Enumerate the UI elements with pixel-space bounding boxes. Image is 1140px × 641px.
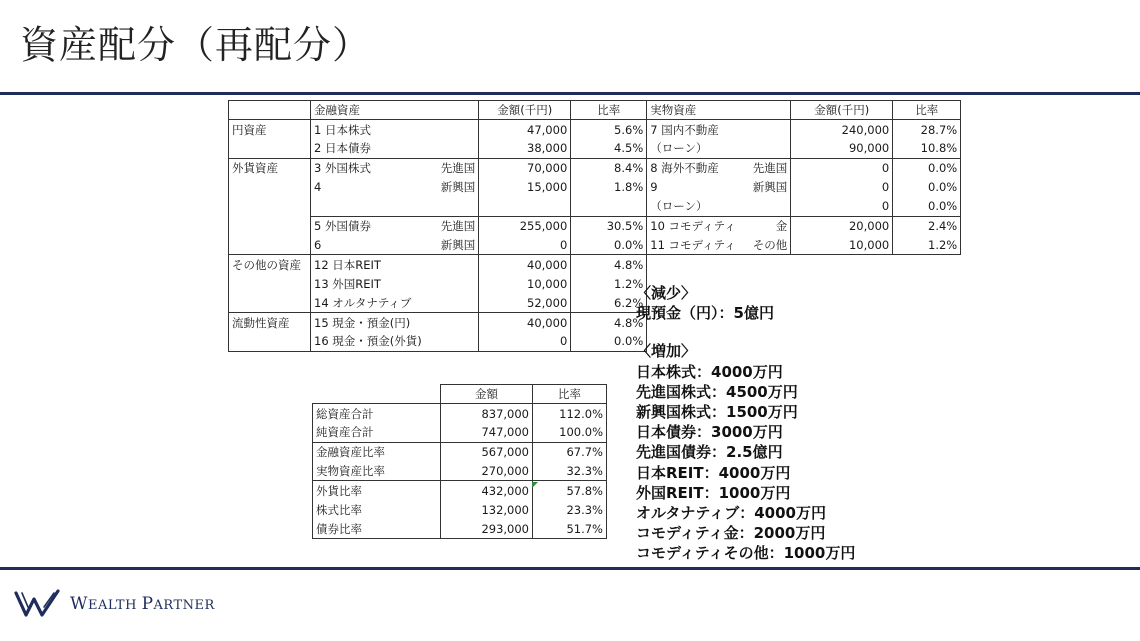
table-cell bbox=[229, 332, 311, 351]
table-cell: 28.7% bbox=[893, 120, 961, 139]
table-cell: 15 現金・預金(円) bbox=[311, 313, 425, 332]
table-cell: 47,000 bbox=[479, 120, 571, 139]
header-cell: 比率 bbox=[571, 101, 647, 120]
summary-header-cell: 比率 bbox=[533, 385, 607, 404]
summary-cell: 837,000 bbox=[441, 404, 533, 423]
table-cell: 1.2% bbox=[571, 274, 647, 293]
table-cell: 0.0% bbox=[893, 158, 961, 177]
table-cell: 1.2% bbox=[893, 236, 961, 255]
table-cell bbox=[425, 293, 479, 312]
summary-cell: 67.7% bbox=[533, 442, 607, 461]
summary-row bbox=[313, 481, 607, 500]
summary-cell: 純資産合計 bbox=[313, 423, 441, 442]
table-cell: 40,000 bbox=[479, 313, 571, 332]
increase-item: 新興国株式：1500万円 bbox=[636, 403, 798, 422]
table-cell: 先進国 bbox=[425, 158, 479, 177]
table-cell bbox=[425, 255, 479, 274]
header-divider bbox=[0, 92, 1140, 95]
table-cell bbox=[425, 274, 479, 293]
table-cell bbox=[229, 293, 311, 312]
increase-heading: 〈増加〉 bbox=[636, 342, 697, 361]
table-cell: 255,000 bbox=[479, 216, 571, 235]
increase-item: 日本株式：4000万円 bbox=[636, 362, 783, 381]
table-row bbox=[229, 216, 961, 235]
summary-cell: 51.7% bbox=[533, 520, 607, 539]
table-cell bbox=[229, 274, 311, 293]
page-title: 資産配分（再配分） bbox=[20, 23, 372, 67]
wealth-partner-w-logo-icon bbox=[14, 589, 62, 619]
table-cell: 1.8% bbox=[571, 178, 647, 197]
table-cell: 30.5% bbox=[571, 216, 647, 235]
table-cell: 6.2% bbox=[571, 293, 647, 312]
table-cell: 9 bbox=[650, 180, 658, 195]
header-cell: 比率 bbox=[893, 101, 961, 120]
table-cell bbox=[739, 120, 791, 139]
summary-cell: 金融資産比率 bbox=[313, 442, 441, 461]
summary-cell: 270,000 bbox=[441, 462, 533, 481]
table-cell: 10,000 bbox=[791, 236, 893, 255]
summary-row bbox=[313, 520, 607, 539]
table-cell: 新興国 bbox=[425, 236, 479, 255]
table-cell: 16 現金・預金(外貨) bbox=[311, 332, 425, 351]
table-cell bbox=[229, 178, 311, 197]
increase-item: 日本REIT：4000万円 bbox=[636, 463, 791, 482]
table-cell: 5.6% bbox=[571, 120, 647, 139]
summary-row bbox=[313, 462, 607, 481]
table-cell bbox=[311, 197, 425, 216]
table-cell: 38,000 bbox=[479, 139, 571, 158]
table-cell: 7 国内不動産 bbox=[647, 120, 739, 139]
table-cell: 12 日本REIT bbox=[311, 255, 425, 274]
company-name: WEALTH PARTNER bbox=[70, 594, 215, 614]
header-cell: 金融資産 bbox=[311, 101, 425, 120]
table-cell bbox=[739, 139, 791, 158]
table-cell: 2.4% bbox=[893, 216, 961, 235]
summary-cell: 総資産合計 bbox=[313, 404, 441, 423]
table-cell bbox=[425, 332, 479, 351]
table-cell: その他の資産 bbox=[229, 255, 311, 274]
footer-divider bbox=[0, 567, 1140, 570]
table-cell: 流動性資産 bbox=[229, 313, 311, 332]
table-row bbox=[229, 178, 961, 197]
summary-cell: 747,000 bbox=[441, 423, 533, 442]
header-cell: 金額(千円) bbox=[479, 101, 571, 120]
summary-row bbox=[313, 442, 607, 461]
table-cell: 金 bbox=[739, 216, 791, 235]
summary-header-cell: 金額 bbox=[441, 385, 533, 404]
increase-item: オルタナティブ：4000万円 bbox=[636, 504, 826, 523]
summary-row bbox=[313, 404, 607, 423]
summary-cell: 債券比率 bbox=[313, 520, 441, 539]
table-cell: 8 海外不動産 bbox=[647, 158, 739, 177]
table-cell: 11 コモディティ bbox=[647, 236, 739, 255]
table-cell bbox=[893, 332, 961, 351]
table-cell: 外貨資産 bbox=[229, 158, 311, 177]
table-cell: 0.0% bbox=[893, 178, 961, 197]
summary-cell: 432,000 bbox=[441, 481, 533, 500]
table-cell: 0 bbox=[479, 236, 571, 255]
summary-header-row bbox=[313, 385, 607, 404]
table-cell bbox=[425, 139, 479, 158]
table-cell: 13 外国REIT bbox=[314, 276, 381, 291]
table-cell: 8.4% bbox=[571, 158, 647, 177]
increase-item: 先進国債券：2.5億円 bbox=[636, 443, 783, 462]
increase-item: 外国REIT：1000万円 bbox=[636, 483, 791, 502]
header-cell: 実物資産 bbox=[647, 101, 739, 120]
table-cell: （ローン） bbox=[650, 199, 708, 214]
table-cell: （ローン） bbox=[650, 141, 708, 156]
summary-cell: 実物資産比率 bbox=[313, 462, 441, 481]
table-cell bbox=[791, 255, 893, 274]
summary-cell: 132,000 bbox=[441, 500, 533, 519]
increase-item: コモディティその他：1000万円 bbox=[636, 544, 856, 563]
increase-item: 日本債券：3000万円 bbox=[636, 423, 783, 442]
table-cell bbox=[647, 255, 739, 274]
decrease-heading: 〈減少〉 bbox=[636, 284, 697, 302]
table-row bbox=[229, 120, 961, 139]
table-cell bbox=[229, 216, 311, 235]
table-cell: 先進国 bbox=[739, 158, 791, 177]
table-cell: その他 bbox=[739, 236, 791, 255]
header-cell bbox=[425, 101, 479, 120]
summary-row bbox=[313, 500, 607, 519]
table-cell: 10 コモディティ bbox=[647, 216, 739, 235]
table-cell: 20,000 bbox=[791, 216, 893, 235]
increase-item: 先進国株式：4500万円 bbox=[636, 382, 798, 401]
table-cell: 40,000 bbox=[479, 255, 571, 274]
summary-cell: 100.0% bbox=[533, 423, 607, 442]
table-cell: 新興国 bbox=[425, 178, 479, 197]
cell-comment-marker bbox=[532, 482, 538, 488]
decrease-item: 現預金（円）：5億円 bbox=[636, 304, 774, 323]
summary-cell: 567,000 bbox=[441, 442, 533, 461]
table-row bbox=[229, 158, 961, 177]
table-cell bbox=[739, 255, 791, 274]
table-cell: 52,000 bbox=[479, 293, 571, 312]
table-cell bbox=[893, 293, 961, 312]
table-cell bbox=[425, 313, 479, 332]
table-cell: 5 外国債券 bbox=[311, 216, 425, 235]
summary-row bbox=[313, 423, 607, 442]
table-cell: 円資産 bbox=[229, 120, 311, 139]
header-cell: 金額(千円) bbox=[791, 101, 893, 120]
table-cell bbox=[571, 197, 647, 216]
table-cell: 6 bbox=[314, 237, 322, 252]
summary-cell: 株式比率 bbox=[313, 500, 441, 519]
table-cell bbox=[479, 197, 571, 216]
table-cell: 0.0% bbox=[571, 236, 647, 255]
table-cell: 1 日本株式 bbox=[311, 120, 425, 139]
table-cell: 240,000 bbox=[791, 120, 893, 139]
table-cell: 2 日本債券 bbox=[314, 141, 371, 156]
table-cell: 4.8% bbox=[571, 313, 647, 332]
table-cell: 0 bbox=[791, 158, 893, 177]
table-cell: 10.8% bbox=[893, 139, 961, 158]
summary-cell: 外貨比率 bbox=[313, 481, 441, 500]
summary-cell: 293,000 bbox=[441, 520, 533, 539]
table-cell: 0 bbox=[791, 197, 893, 216]
table-cell: 4.8% bbox=[571, 255, 647, 274]
summary-cell: 32.3% bbox=[533, 462, 607, 481]
table-cell: 3 外国株式 bbox=[311, 158, 425, 177]
table-cell: 4 bbox=[314, 180, 322, 195]
summary-cell: 23.3% bbox=[533, 500, 607, 519]
table-cell: 90,000 bbox=[791, 139, 893, 158]
table-cell: 0 bbox=[791, 178, 893, 197]
table-row bbox=[229, 236, 961, 255]
table-cell: 0 bbox=[479, 332, 571, 351]
header-cell bbox=[229, 101, 311, 120]
summary-header-cell bbox=[313, 385, 441, 404]
table-cell bbox=[893, 255, 961, 274]
table-cell bbox=[229, 197, 311, 216]
table-cell bbox=[893, 274, 961, 293]
table-cell: 10,000 bbox=[479, 274, 571, 293]
table-cell bbox=[893, 313, 961, 332]
header-cell bbox=[739, 101, 791, 120]
table-cell: 先進国 bbox=[425, 216, 479, 235]
table-cell: 4.5% bbox=[571, 139, 647, 158]
table-row bbox=[229, 139, 961, 158]
summary-cell: 112.0% bbox=[533, 404, 607, 423]
increase-item: コモディティ金：2000万円 bbox=[636, 524, 826, 543]
table-cell: 0.0% bbox=[893, 197, 961, 216]
table-cell: 70,000 bbox=[479, 158, 571, 177]
table-cell bbox=[425, 120, 479, 139]
table-row bbox=[229, 255, 961, 274]
table-header-row bbox=[229, 101, 961, 120]
table-cell: 0.0% bbox=[571, 332, 647, 351]
summary-table bbox=[312, 384, 607, 539]
summary-cell: 57.8% bbox=[533, 481, 607, 500]
table-cell bbox=[229, 236, 311, 255]
table-cell bbox=[425, 197, 479, 216]
table-cell bbox=[229, 139, 311, 158]
reallocation-notes bbox=[636, 283, 855, 564]
table-cell: 15,000 bbox=[479, 178, 571, 197]
company-logo bbox=[14, 589, 215, 619]
table-cell bbox=[739, 197, 791, 216]
table-cell: 新興国 bbox=[739, 178, 791, 197]
table-cell: 14 オルタナティブ bbox=[314, 295, 412, 310]
table-row bbox=[229, 197, 961, 216]
